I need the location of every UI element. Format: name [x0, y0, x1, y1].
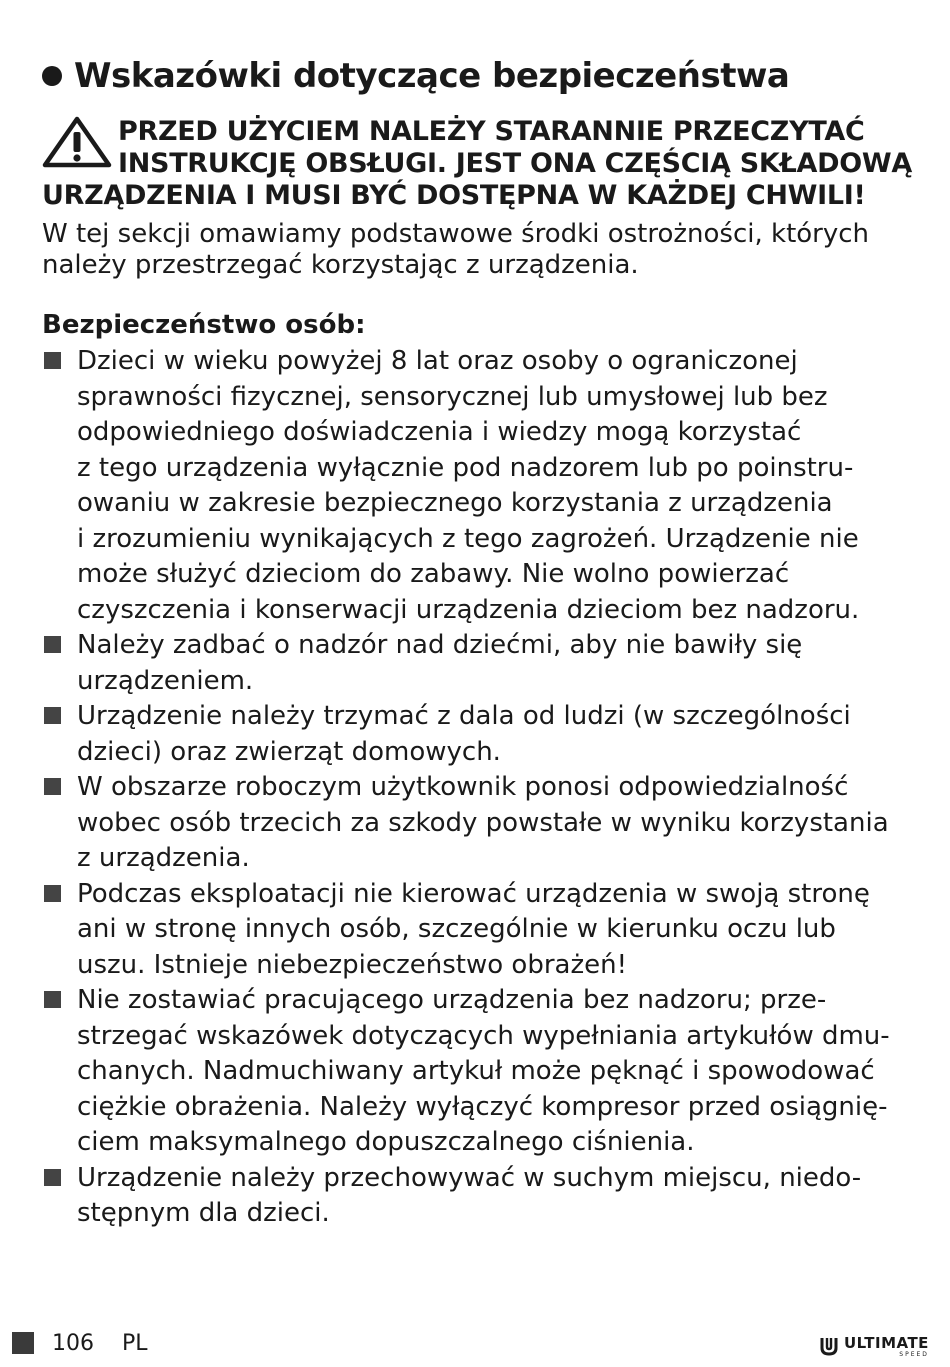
warning-triangle-icon [42, 116, 112, 168]
ultimate-speed-logo-icon [818, 1335, 840, 1357]
list-item-line: z urządzenia. [77, 843, 250, 873]
page-footer [0, 1330, 950, 1360]
warning-text [42, 116, 922, 212]
list-item-line: i zrozumieniu wynikających z tego zagrożeń. Urządzenie nie [77, 523, 859, 554]
list-item-line: ciem maksymalnego dopuszczalnego ciśnienia. [77, 1127, 695, 1157]
square-bullet-icon [44, 885, 61, 902]
warning-block [42, 116, 922, 212]
square-bullet-icon [44, 352, 61, 369]
safety-list [42, 344, 922, 1232]
square-bullet-icon [44, 991, 61, 1008]
warning-line: INSTRUKCJĘ OBSŁUGI. JEST ONA CZĘŚCIĄ SKŁADOWĄ [118, 148, 912, 179]
brand-name: ULTIMATE [844, 1334, 929, 1352]
list-item [42, 770, 922, 877]
brand-logo [818, 1335, 943, 1363]
list-item-line: czyszczenia i konserwacji urządzenia dzieciom bez nadzoru. [77, 594, 860, 625]
bullet-dot-icon [42, 66, 62, 86]
heading-text: Wskazówki dotyczące bezpieczeństwa [74, 56, 790, 96]
warning-line: PRZED UŻYCIEM NALEŻY STARANNIE PRZECZYTAĆ [118, 116, 865, 147]
list-item [42, 344, 922, 628]
language-code: PL [122, 1331, 148, 1356]
list-item-line: Podczas eksploatacji nie kierować urządzenia w swoją stronę [77, 878, 870, 909]
section-heading [42, 54, 789, 98]
list-item [42, 699, 922, 770]
list-item-line: urządzeniem. [77, 665, 254, 696]
list-item-line: Nie zostawiać pracującego urządzenia bez nadzoru; prze- [77, 985, 827, 1015]
brand-text [844, 1335, 929, 1358]
list-item-line: sprawności fizycznej, sensorycznej lub umysłowej lub bez [77, 381, 828, 412]
list-item-line: odpowiedniego doświadczenia i wiedzy mogą korzystać [77, 417, 802, 447]
square-bullet-icon [44, 778, 61, 795]
list-item [42, 983, 922, 1161]
list-item-line: uszu. Istnieje niebezpieczeństwo obrażeń! [77, 949, 628, 980]
list-item-line: ciężkie obrażenia. Należy wyłączyć kompresor przed osiągnię- [77, 1091, 888, 1122]
list-item [42, 628, 922, 699]
square-bullet-icon [44, 636, 61, 653]
list-item-line: ani w stronę innych osób, szczególnie w kierunku oczu lub [77, 914, 836, 944]
list-item-line: Należy zadbać o nadzór nad dziećmi, aby nie bawiły się [77, 630, 803, 660]
square-bullet-icon [44, 1169, 61, 1186]
list-item-line: strzegać wskazówek dotyczących wypełniania artykułów dmu- [77, 1020, 890, 1051]
page-number: 106 [52, 1331, 94, 1356]
subsection-title: Bezpieczeństwo osób: [42, 310, 366, 340]
list-item-line: W obszarze roboczym użytkownik ponosi odpowiedzialność [77, 772, 849, 802]
list-item [42, 1161, 922, 1232]
list-item [42, 877, 922, 984]
list-item-line: chanych. Nadmuchiwany artykuł może pęknąć i spowodować [77, 1056, 875, 1086]
list-item-line: stępnym dla dzieci. [77, 1198, 330, 1228]
list-item-line: Urządzenie należy trzymać z dala od ludzi (w szczególności [77, 701, 851, 731]
list-item-line: Dzieci w wieku powyżej 8 lat oraz osoby o ograniczonej [77, 346, 798, 376]
list-item-line: wobec osób trzecich za szkody powstałe w wyniku korzystania [77, 807, 889, 838]
list-item-line: owaniu w zakresie bezpiecznego korzystania z urządzenia [77, 488, 833, 518]
list-item-line: może służyć dzieciom do zabawy. Nie wolno powierzać [77, 559, 790, 589]
intro-paragraph [42, 219, 922, 281]
brand-subtitle: SPEED [899, 1351, 929, 1358]
footer-square-icon [12, 1332, 34, 1354]
list-item-line: Urządzenie należy przechowywać w suchym miejscu, niedo- [77, 1162, 862, 1193]
list-item-line: z tego urządzenia wyłącznie pod nadzorem lub po poinstru- [77, 452, 854, 483]
list-item-line: dzieci) oraz zwierząt domowych. [77, 736, 501, 767]
intro-line: należy przestrzegać korzystając z urządzenia. [42, 250, 639, 280]
warning-line: URZĄDZENIA I MUSI BYĆ DOSTĘPNA W KAŻDEJ CHWILI! [42, 180, 866, 211]
square-bullet-icon [44, 707, 61, 724]
intro-line: W tej sekcji omawiamy podstawowe środki ostrożności, których [42, 219, 870, 249]
